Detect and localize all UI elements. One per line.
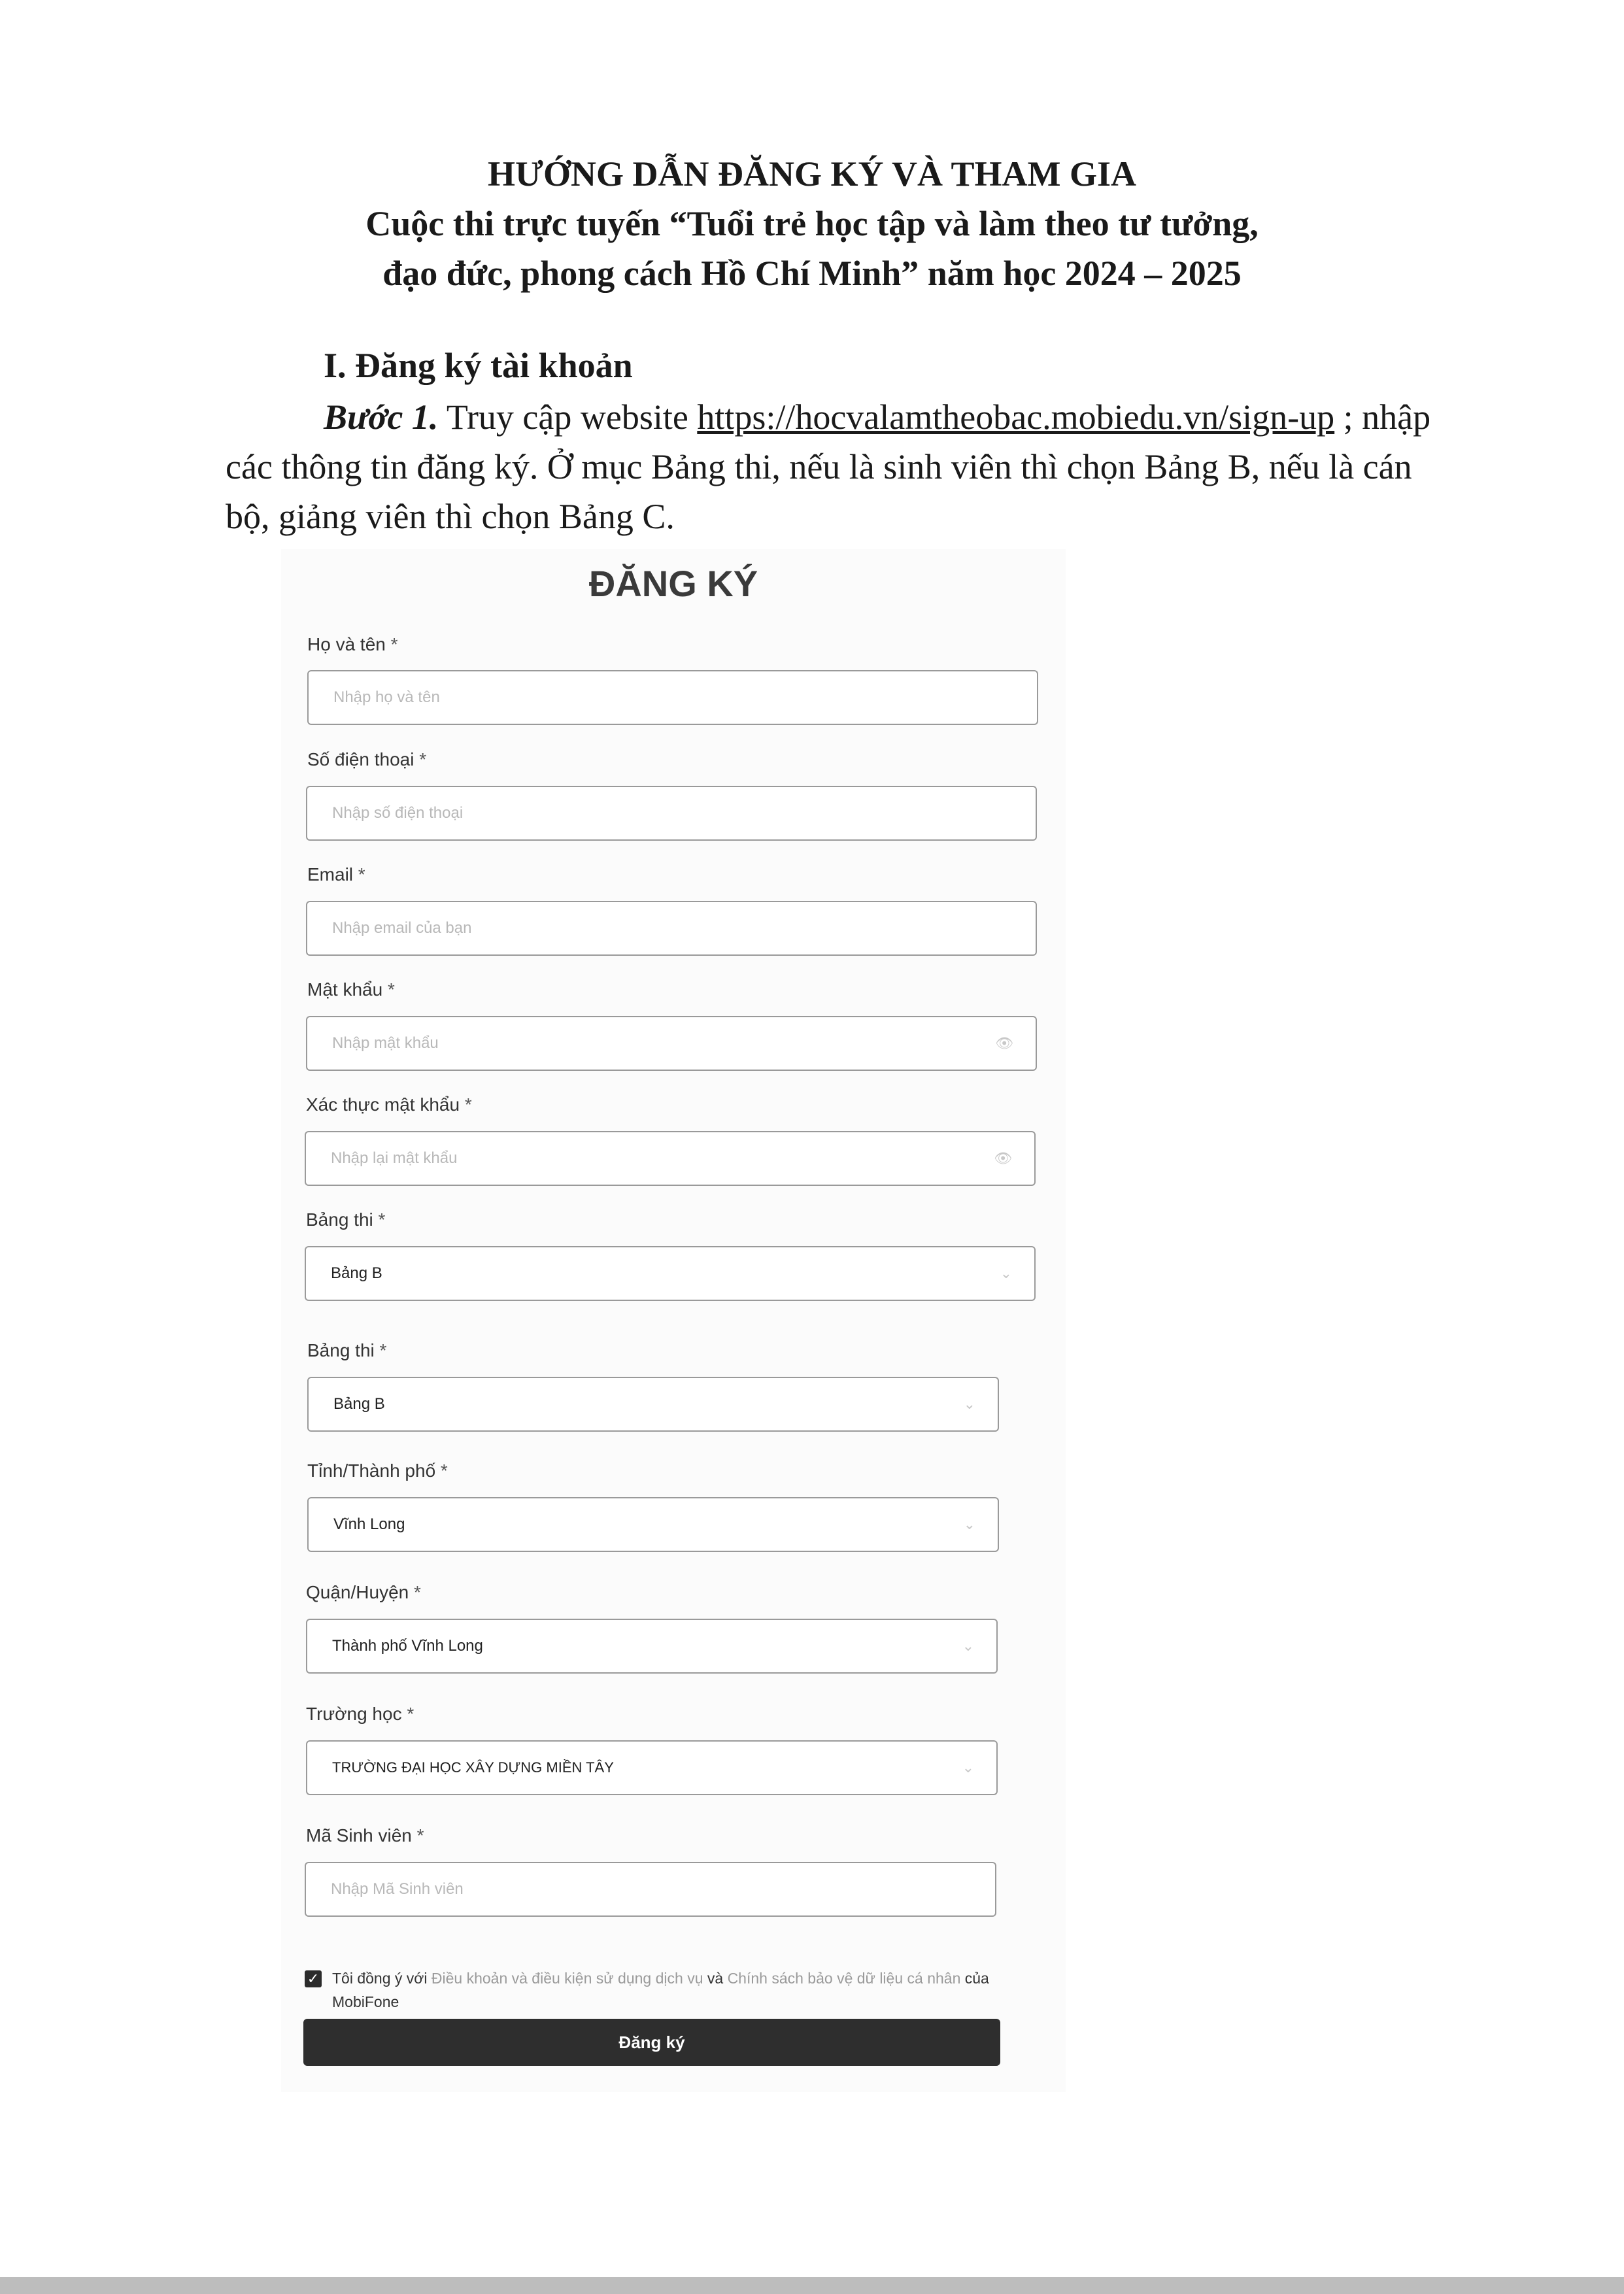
province-label-text: Tỉnh/Thành phố [307,1460,436,1481]
password-input[interactable] [306,1016,1037,1071]
email-label [307,864,365,885]
district-select[interactable] [306,1619,998,1674]
required-mark: * [358,864,365,885]
required-mark: * [464,1094,472,1115]
document-header [0,149,1624,298]
confirm-password-label-text: Xác thực mật khẩu [306,1094,460,1115]
terms-suffix: của MobiFone [332,1970,989,2010]
step1-paragraph [226,392,1461,541]
province-label [307,1460,448,1481]
board-select-value: Bảng B [331,1264,382,1282]
chevron-down-icon: ⌄ [963,1516,975,1532]
eye-off-icon[interactable]: 👁 [994,1150,1012,1166]
phone-input[interactable] [306,786,1037,841]
board-label-text-2: Bảng thi [307,1340,375,1360]
school-select[interactable] [306,1740,998,1795]
district-label-text: Quận/Huyện [306,1582,409,1602]
confirm-password-input[interactable] [305,1131,1036,1186]
section-heading: I. Đăng ký tài khoản [324,346,633,385]
board-label-text: Bảng thi [306,1209,373,1230]
province-select[interactable] [307,1497,999,1552]
register-button[interactable]: Đăng ký [303,2019,1000,2066]
required-mark: * [419,749,427,769]
password-placeholder: Nhập mật khẩu [332,1034,439,1052]
required-mark: * [414,1582,421,1602]
required-mark: * [407,1704,414,1724]
required-mark: * [378,1209,386,1230]
student-id-label-text: Mã Sinh viên [306,1825,412,1846]
check-icon: ✓ [307,1970,320,1987]
required-mark: * [387,979,395,1000]
chevron-down-icon: ⌄ [963,1396,975,1412]
step-text-1: Truy cập website [438,397,698,437]
step-label: Bước 1. [324,397,439,437]
chevron-down-icon: ⌄ [962,1638,974,1654]
terms-checkbox[interactable] [305,1970,322,1987]
doc-subtitle-line2: đạo đức, phong cách Hồ Chí Minh” năm học 2024 – 2025 [382,254,1242,293]
school-label-text: Trường học [306,1704,402,1724]
school-select-value: TRƯỜNG ĐẠI HỌC XÂY DỰNG MIỀN TÂY [332,1759,614,1776]
privacy-policy-link[interactable]: Chính sách bảo vệ dữ liệu cá nhân [727,1970,961,1987]
doc-subtitle-line1: Cuộc thi trực tuyến “Tuổi trẻ học tập và làm theo tư tưởng, [365,204,1259,243]
phone-label [307,749,426,770]
phone-label-text: Số điện thoại [307,749,414,769]
signup-form-screenshot [281,549,1066,2092]
fullname-placeholder: Nhập họ và tên [333,688,440,706]
email-input[interactable] [306,901,1037,956]
email-label-text: Email [307,864,354,885]
student-id-input[interactable] [305,1862,996,1917]
student-id-label [306,1825,424,1846]
district-select-value: Thành phố Vĩnh Long [332,1637,483,1655]
board-select-2[interactable] [307,1377,999,1432]
phone-placeholder: Nhập số điện thoại [332,804,464,822]
student-id-placeholder: Nhập Mã Sinh viên [331,1880,464,1898]
eye-off-icon[interactable]: 👁 [995,1035,1013,1051]
terms-of-service-link[interactable]: Điều khoản và điều kiện sử dụng dịch vụ [431,1970,703,1987]
confirm-password-placeholder: Nhập lại mật khẩu [331,1149,458,1167]
board-select[interactable] [305,1246,1036,1301]
required-mark: * [390,634,398,654]
confirm-password-label [306,1094,472,1115]
email-placeholder: Nhập email của bạn [332,919,472,937]
required-mark: * [440,1460,448,1481]
password-label [307,979,395,1000]
district-label [306,1582,421,1603]
scan-edge [0,2277,1624,2294]
board-label [306,1209,385,1230]
terms-prefix: Tôi đồng ý với [332,1970,431,1987]
password-label-text: Mật khẩu [307,979,383,1000]
chevron-down-icon: ⌄ [962,1759,974,1776]
board-label-2 [307,1340,386,1361]
fullname-label [307,634,398,655]
school-label [306,1704,414,1725]
fullname-label-text: Họ và tên [307,634,386,654]
chevron-down-icon: ⌄ [1000,1265,1012,1281]
required-mark: * [379,1340,387,1360]
required-mark: * [416,1825,424,1846]
doc-title: HƯỚNG DẪN ĐĂNG KÝ VÀ THAM GIA [487,154,1136,194]
signup-url-link[interactable]: https://hocvalamtheobac.mobiedu.vn/sign-up [697,397,1335,437]
form-title: ĐĂNG KÝ [588,563,758,604]
terms-middle: và [703,1970,728,1987]
fullname-input[interactable] [307,670,1038,725]
step-text-2: ; nhập các thông tin đăng ký. Ở mục Bảng thi, nếu là sinh viên thì chọn Bảng B, nếu là cán bộ, giảng viên thì chọn Bảng C. [226,397,1431,536]
province-select-value: Vĩnh Long [333,1515,405,1533]
terms-text [332,1966,1019,2014]
board-select-value-2: Bảng B [333,1395,385,1413]
